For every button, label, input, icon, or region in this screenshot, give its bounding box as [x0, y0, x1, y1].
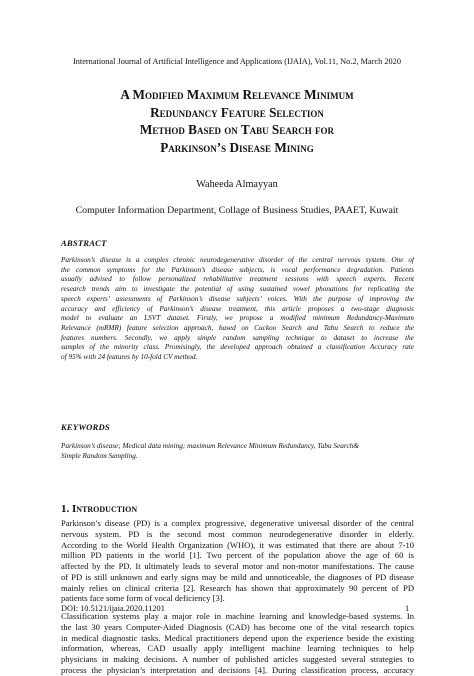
paragraph-line: million PD patients in the world [1]. Two percent of the population above the age of 60 is [61, 550, 414, 561]
paragraph-line: Parkinson’s disease (PD) is a complex progressive, degenerative universal disorder of the central [61, 518, 414, 528]
introduction-heading: 1. Introduction [61, 503, 138, 515]
journal-header: International Journal of Artificial Intelligence and Applications (IJAIA), Vol.11, No.2, March 2020 [73, 57, 401, 66]
abstract-line: research trends aim to investigate the potential of using sustained vowel phonations for replicating the [61, 285, 414, 294]
abstract-line: of 95% with 24 features by 10-fold CV method. [61, 353, 198, 362]
keywords-body [61, 442, 414, 461]
paragraph-line: affected by the PD. It ultimately leads to several motor and non-motor manifestations. The cause [61, 561, 414, 571]
keywords-line: Parkinson’s disease; Medical data mining; maximum Relevance Minimum Redundancy, Tabu Search& [61, 442, 359, 450]
paragraph-line: patients face some form of vocal deficiency [3]. [61, 593, 225, 604]
abstract-line: accuracy and efficiency of Parkinson’s disease treatment, this article proposes a two-stage diagnosis [61, 304, 414, 313]
paragraph-line: nervous system. PD is the second most common neurodegenerative disorder in elderly. [61, 528, 414, 539]
abstract-line: Relevance (mRMR) feature selection approach, based on Cuckoo Search and Tabu Search to reduce the [61, 323, 414, 332]
abstract-line: the common symptoms for the Parkinson’s disease subjects, is vocal performance degradation. Patients [61, 265, 414, 274]
title-line: Method Based on Tabu Search for [139, 122, 335, 137]
abstract-line: usually advised to follow personalized rehabilitative treatment sessions with speech experts. Recent [61, 275, 414, 284]
abstract-line: Parkinson’s disease is a complex chronic neurodegenerative disorder of the central nervous system. One of [61, 256, 414, 264]
intro-paragraph-1 [61, 518, 414, 604]
paragraph-line: the last 30 years Computer-Aided Diagnosis (CAD) has become one of the vital research topics [61, 621, 414, 632]
page-number: 1 [405, 604, 410, 613]
abstract-body [61, 256, 414, 363]
paragraph-line: physicians in making decisions. A number of published articles suggested several strategies to [61, 654, 414, 664]
paragraph-line: information, whereas, CAD usually apply intelligent machine learning techniques to help [61, 643, 414, 654]
paragraph-line: According to the World Health Organization (WHO), it was estimated that there are about 7-10 [61, 539, 414, 550]
paragraph-line: mainly relies on clinical criteria [2]. Research has shown that approximately 90 percent of PD [61, 582, 414, 593]
intro-paragraph-2 [61, 611, 414, 676]
title-line: Redundancy Feature Selection [150, 104, 324, 120]
abstract-line: model to evaluate an LSVT dataset. Firstly, we propose a modified minimum Redundancy-Maximum [61, 314, 414, 323]
author-name: Waheeda Almayyan [196, 179, 278, 190]
paragraph-line: process the physician’s interpretation and decisions [4]. During classification process, accuracy [61, 664, 414, 675]
paragraph-line: Classification systems play a major role in machine learning and knowledge-based systems. In [61, 611, 414, 621]
title-line: A Modified Maximum Relevance Minimum [120, 87, 354, 102]
abstract-line: speech experts’ assessments of Parkinson’s disease subjects’ voices. With the purpose of improving the [61, 294, 414, 303]
paragraph-line: in medical diagnostic tasks. Medical practitioners depend upon the experience beside the existing [61, 632, 414, 643]
paper-title [40, 86, 434, 156]
keywords-line: Simple Random Sampling. [61, 451, 138, 460]
abstract-line: samples of the minority class. Promisingly, the developed approach obtained a classification Accuracy rate [61, 343, 414, 352]
abstract-heading: ABSTRACT [61, 238, 107, 248]
author-affiliation: Computer Information Department, Collage of Business Studies, PAAET, Kuwait [75, 205, 399, 216]
keywords-heading: KEYWORDS [61, 422, 110, 432]
abstract-line: features numbers. Secondly, we apply simple random sampling technique to dataset to increase the [61, 333, 414, 342]
paragraph-line: of PD is still unknown and early signs may be mild and unnoticeable, the diagnoses of PD disease [61, 571, 414, 582]
footer-doi: DOI: 10.5121/ijaia.2020.11201 [61, 604, 165, 613]
title-line: Parkinson’s Disease Mining [160, 139, 314, 155]
